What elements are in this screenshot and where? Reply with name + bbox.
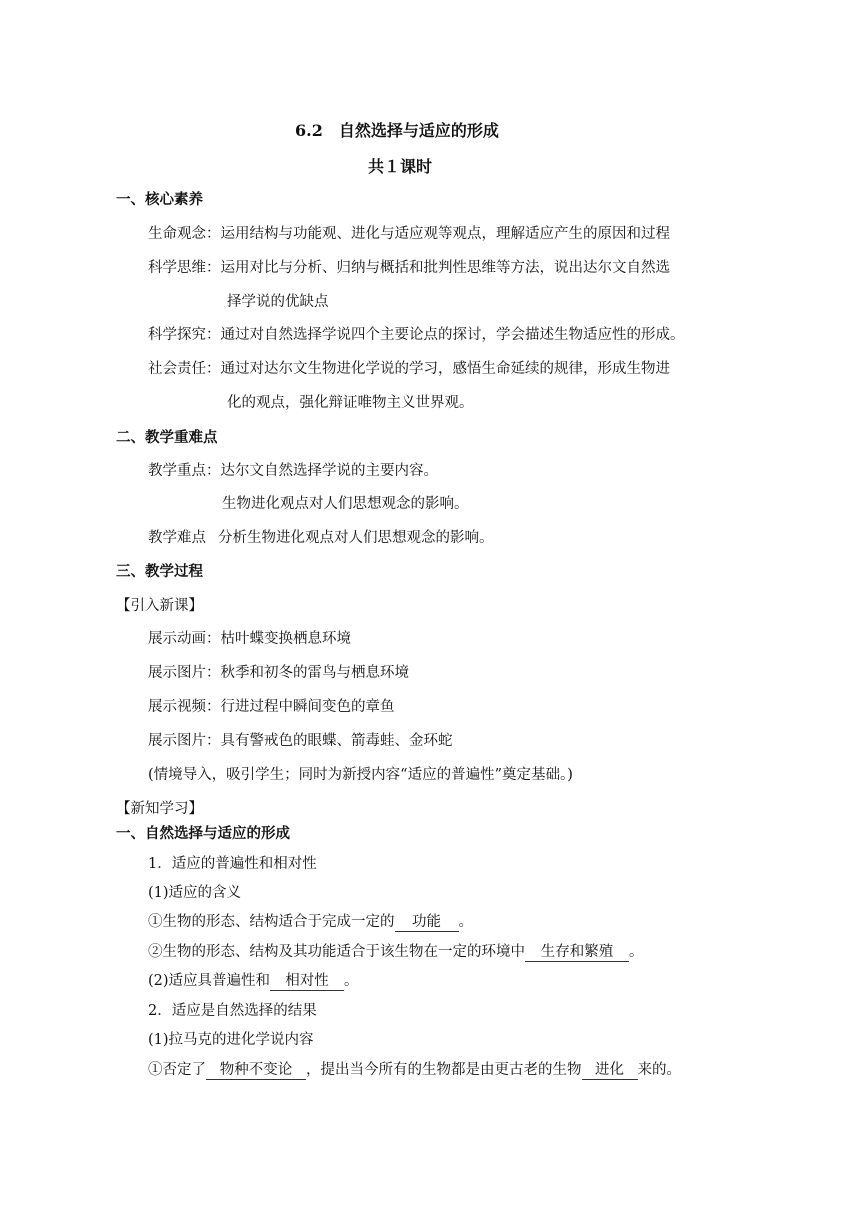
part1-heading: 一、自然选择与适应的形成 (116, 825, 290, 842)
literacy-social-responsibility (148, 359, 670, 379)
fill-line-d (148, 1060, 681, 1080)
fill-line-c (148, 971, 359, 991)
difficult-point (148, 528, 494, 548)
difficult-point-label: 教学难点 (148, 530, 206, 546)
fill-text: ①生物的形态、结构适合于完成一定的 (148, 914, 395, 930)
fill-blank: 物种不变论 (206, 1061, 306, 1080)
intro-note: (情境导入，吸引学生；同时为新授内容“适应的普遍性”奠定基础。) (148, 767, 573, 783)
document-title: 6.2 自然选择与适应的形成 (295, 121, 499, 140)
fill-text: 。 (629, 944, 644, 960)
intro-item: 展示图片：具有警戒色的眼蝶、箭毒蛙、金环蛇 (148, 733, 453, 749)
literacy-scientific-inquiry (148, 325, 685, 345)
intro-item: 展示图片：秋季和初冬的雷鸟与栖息环境 (148, 665, 409, 681)
key-point-2: 生物进化观点对人们思想观念的影响。 (222, 496, 469, 512)
fill-blank: 进化 (582, 1061, 638, 1080)
point-2-1: (1)拉马克的进化学说内容 (148, 1032, 314, 1048)
section1-heading: 一、核心素养 (116, 191, 203, 208)
literacy-label: 科学思维： (148, 260, 221, 276)
intro-item: 展示动画：枯叶蝶变换栖息环境 (148, 631, 351, 647)
point-1: 1．适应的普遍性和相对性 (148, 856, 317, 872)
literacy-text: 运用结构与功能观、进化与适应观等观点，理解适应产生的原因和过程 (220, 226, 670, 242)
literacy-text: 运用对比与分析、归纳与概括和批判性思维等方法，说出达尔文自然选 (220, 260, 670, 276)
key-point-1 (148, 461, 438, 481)
literacy-continuation: 择学说的优缺点 (227, 294, 329, 310)
fill-text: ②生物的形态、结构及其功能适合于该生物在一定的环境中 (148, 944, 525, 960)
point-1-1: (1)适应的含义 (148, 885, 242, 901)
literacy-continuation: 化的观点，强化辩证唯物主义世界观。 (227, 395, 474, 411)
fill-text: 。 (458, 914, 473, 930)
section3-heading: 三、教学过程 (116, 563, 203, 580)
fill-text: 来的。 (637, 1062, 681, 1078)
difficult-point-text: 分析生物进化观点对人们思想观念的影响。 (218, 530, 494, 546)
fill-blank: 生存和繁殖 (525, 943, 629, 962)
intro-item: 展示视频：行进过程中瞬间变色的章鱼 (148, 699, 395, 715)
point-2: 2．适应是自然选择的结果 (148, 1003, 317, 1019)
literacy-life-concept (148, 224, 670, 244)
key-point-label: 教学重点： (148, 463, 221, 479)
new-knowledge-heading: 【新知学习】 (116, 801, 203, 817)
fill-text: ①否定了 (148, 1062, 206, 1078)
document-subtitle: 共１课时 (368, 157, 433, 176)
fill-text: (2)适应具普遍性和 (148, 973, 271, 989)
fill-line-a (148, 912, 473, 932)
literacy-scientific-thinking (148, 258, 670, 278)
section2-heading: 二、教学重难点 (116, 429, 218, 446)
literacy-label: 科学探究： (148, 327, 221, 343)
intro-heading: 【引入新课】 (116, 598, 203, 614)
literacy-text: 通过对达尔文生物进化学说的学习，感悟生命延续的规律，形成生物进 (220, 361, 670, 377)
literacy-text: 通过对自然选择学说四个主要论点的探讨，学会描述生物适应性的形成。 (220, 327, 685, 343)
fill-blank: 相对性 (270, 972, 344, 991)
fill-line-b (148, 942, 644, 962)
key-point-text: 达尔文自然选择学说的主要内容。 (220, 463, 438, 479)
literacy-label: 社会责任： (148, 361, 221, 377)
fill-text: 。 (344, 973, 359, 989)
literacy-label: 生命观念： (148, 226, 221, 242)
fill-text: ，提出当今所有的生物都是由更古老的生物 (306, 1062, 582, 1078)
fill-blank: 功能 (395, 913, 459, 932)
